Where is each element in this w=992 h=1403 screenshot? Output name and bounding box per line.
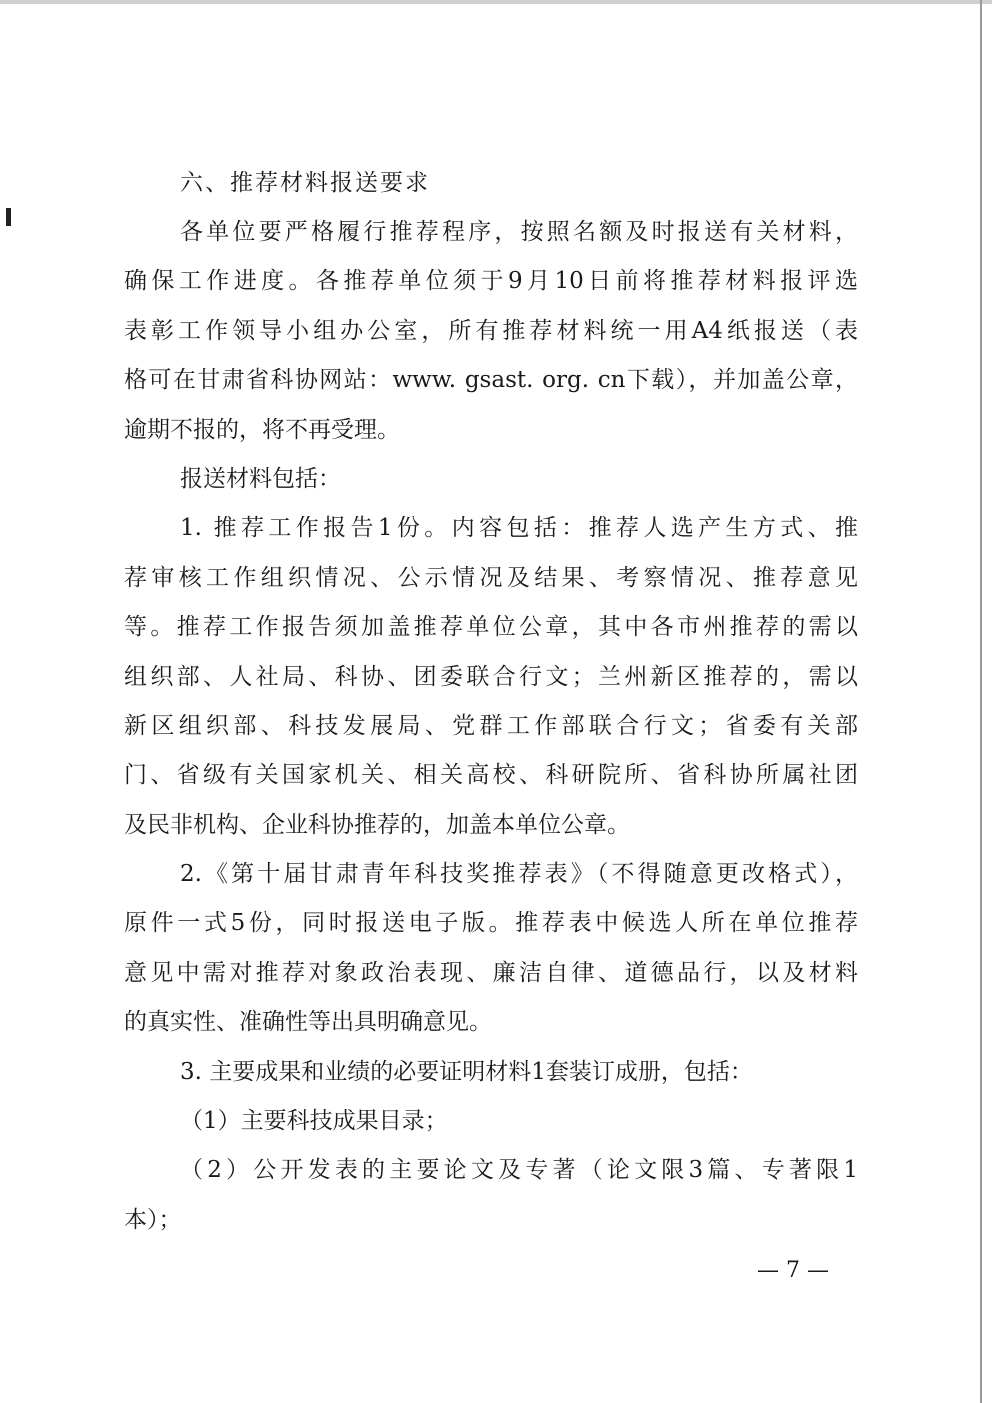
text-line: 荐审核工作组织情况、公示情况及结果、考察情况、推荐意见 — [124, 564, 858, 591]
text-line: （1）主要科技成果目录； — [180, 1108, 448, 1135]
page-right-edge — [980, 0, 982, 1403]
paragraph-item-3 — [124, 1048, 858, 1097]
text-line: 格可在甘肃省科协网站：www. gsast. org. cn下载），并加盖公章， — [124, 367, 858, 394]
text-line: 确保工作进度。各推荐单位须于9月10日前将推荐材料报评选 — [124, 268, 858, 295]
text-line: 原件一式5份，同时报送电子版。推荐表中候选人所在单位推荐 — [124, 910, 858, 937]
text-line: 表彰工作领导小组办公室，所有推荐材料统一用A4纸报送（表 — [124, 317, 858, 344]
text-line: 报送材料包括： — [180, 465, 341, 492]
text-line: 3. 主要成果和业绩的必要证明材料1套装订成册，包括： — [180, 1058, 753, 1085]
text-line: 各单位要严格履行推荐程序，按照名额及时报送有关材料， — [180, 219, 858, 245]
document-body — [124, 158, 858, 1245]
text-line: 的真实性、准确性等出具明确意见。 — [124, 1009, 492, 1036]
text-line: 门、省级有关国家机关、相关高校、科研院所、省科协所属社团 — [124, 762, 858, 789]
text-line: 等。推荐工作报告须加盖推荐单位公章，其中各市州推荐的需以 — [124, 614, 858, 641]
section-heading: 六、推荐材料报送要求 — [180, 170, 430, 196]
page-number: — 7 — — [757, 1258, 829, 1283]
paragraph-subitem-1 — [124, 1097, 858, 1146]
text-line: 意见中需对推荐对象政治表现、廉洁自律、道德品行，以及材料 — [124, 959, 858, 986]
paragraph-materials-intro — [124, 455, 858, 504]
text-line: 本）； — [124, 1206, 182, 1233]
paragraph-subitem-2 — [124, 1146, 858, 1245]
scan-margin-mark — [6, 208, 11, 226]
page-top-edge — [0, 0, 992, 4]
text-line: 逾期不报的，将不再受理。 — [124, 416, 400, 443]
paragraph-item-1 — [124, 504, 858, 850]
text-line: 及民非机构、企业科协推荐的，加盖本单位公章。 — [124, 811, 630, 838]
text-line: 1. 推荐工作报告1份。内容包括：推荐人选产生方式、推 — [180, 515, 858, 542]
text-line: （2）公开发表的主要论文及专著（论文限3篇、专著限1 — [180, 1157, 858, 1184]
text-line: 2.《第十届甘肃青年科技奖推荐表》（不得随意更改格式）， — [180, 861, 858, 888]
text-line: 组织部、人社局、科协、团委联合行文；兰州新区推荐的，需以 — [124, 663, 858, 690]
paragraph-submission-requirements — [124, 208, 858, 455]
text-line: 新区组织部、科技发展局、党群工作部联合行文；省委有关部 — [124, 712, 858, 739]
paragraph-item-2 — [124, 850, 858, 1048]
